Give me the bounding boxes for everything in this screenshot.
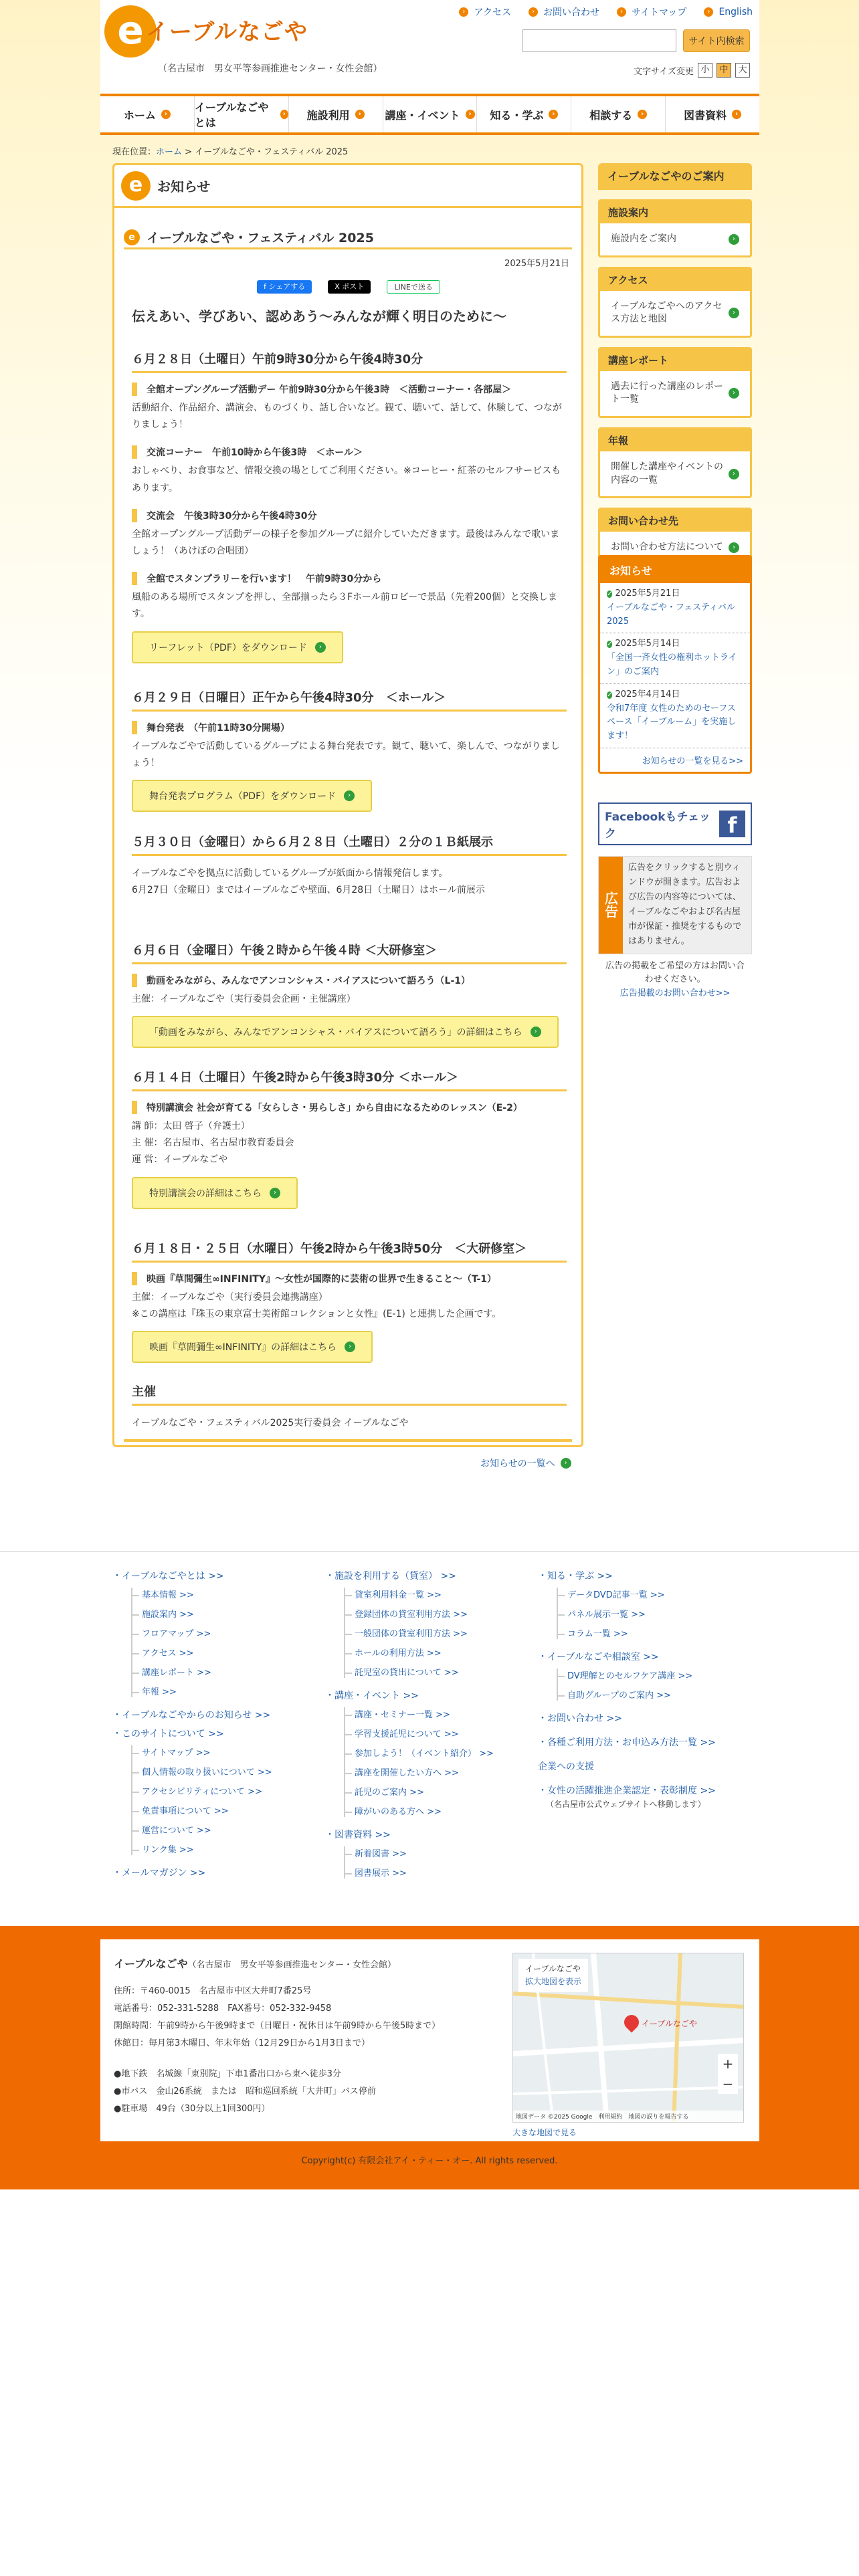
bias-detail-button[interactable]: 「動画をみながら、みんなでアンコンシャス・バイアスについて語ろう」の詳細はこちら ›	[132, 1016, 559, 1048]
main-content	[112, 163, 583, 1447]
event-text: 風船のある場所でスタンプを押し、全部揃ったら３Fホール前ロビーで景品（先着200個）と交換します。	[132, 592, 557, 620]
divider	[0, 1551, 859, 1552]
site-header	[100, 0, 759, 94]
section-heading: ６月１４日（土曜日）午後2時から午後3時30分 ＜ホール＞	[132, 1068, 567, 1091]
footer-name: イーブルなごや（名古屋市 男女平等参画推進センター・女性会館）	[114, 1957, 397, 1970]
event-section-exhibit	[132, 833, 567, 899]
footer-link[interactable]: ・講座・イベント >>	[325, 1691, 419, 1701]
sidebar-news	[598, 555, 752, 774]
event-subtitle: 全館オープングループ活動デー 午前9時30分から午後3時 ＜活動コーナー・各部屋＞	[132, 383, 567, 396]
logo-mark-icon: e	[121, 171, 151, 201]
program-download-button[interactable]: 舞台発表プログラム（PDF）をダウンロード ›	[132, 780, 372, 812]
article-title: e イーブルなごや・フェスティバル 2025	[124, 227, 572, 249]
sidebar-title: イーブルなごやのご案内	[598, 163, 752, 190]
footer-link[interactable]: DV理解とのセルフケア講座 >>	[558, 1669, 739, 1681]
footer-link[interactable]: 図書展示 >>	[345, 1866, 526, 1879]
sidebar-item-facility[interactable]: 施設案内 施設内をご案内 ›	[598, 199, 752, 257]
footer-address: 住所：〒460-0015 名古屋市中区大井町7番25号	[114, 1986, 312, 1996]
organizer-section	[132, 1382, 567, 1432]
news-link[interactable]: 「全国一斉女性の権利ホットライン」のご案内	[607, 653, 737, 677]
section-heading: ６月１８日・２５日（水曜日）午後2時から午後3時50分 ＜大研修室＞	[132, 1239, 567, 1263]
arrow-right-icon: ›	[315, 642, 326, 653]
facebook-icon: f	[719, 811, 745, 837]
footer-closed: 休館日：毎月第3木曜日、年末年始（12月29日から1月3日まで）	[114, 2038, 370, 2048]
nav-learn[interactable]: 知る・学ぶ ›	[477, 96, 571, 132]
footer-link[interactable]: 新着図書 >>	[345, 1846, 526, 1859]
check-icon: ✓	[607, 691, 613, 699]
arrow-right-icon: ›	[729, 542, 739, 553]
footer-link[interactable]: 参加しよう！（イベント紹介） >>	[345, 1746, 526, 1759]
section-heading: 主催	[132, 1382, 567, 1406]
event-subtitle: 交流会 午後3時30分から午後4時30分	[132, 509, 567, 522]
arrow-right-icon: ›	[729, 469, 739, 479]
font-size-switcher	[634, 63, 750, 78]
access-link[interactable]: › アクセス	[459, 5, 511, 19]
logo-text: イーブルなごや	[146, 19, 308, 45]
footer-link[interactable]: 講座・セミナー一覧 >>	[345, 1707, 526, 1720]
event-subtitle: 舞台発表 （午前11時30分開場）	[132, 721, 567, 734]
news-item: ✓ 2025年5月21日 イーブルなごや・フェスティバル 2025	[600, 583, 750, 633]
event-subtitle: 交流コーナー 午前10時から午後3時 ＜ホール＞	[132, 445, 567, 459]
arrow-right-icon: ›	[466, 110, 475, 119]
footer-tel: 電話番号：052-331-5288 FAX番号：052-332-9458	[114, 2004, 332, 2014]
event-subtitle: 特別講演会 社会が育てる「女らしさ・男らしさ」から自由になるためのレッスン（E-2）	[132, 1101, 567, 1114]
footer-link[interactable]: 自助グループのご案内 >>	[558, 1688, 739, 1701]
font-size-small-button[interactable]: 小	[698, 63, 712, 78]
event-section-0629	[132, 688, 567, 812]
sidebar-item-contact[interactable]: お問い合わせ先 お問い合わせ方法について ›	[598, 508, 752, 566]
share-buttons	[114, 280, 583, 294]
footer-link[interactable]: 学習支援託児について >>	[345, 1727, 526, 1739]
arrow-right-icon: ›	[345, 1341, 355, 1352]
search-button[interactable]: サイト内検索	[683, 29, 750, 52]
footer-link-list	[557, 1588, 739, 1639]
news-heading: お知らせ	[600, 557, 750, 583]
arrow-right-icon: ›	[617, 7, 626, 17]
footer-link[interactable]: サイトマップ >>	[132, 1745, 313, 1758]
facebook-share-button[interactable]: f シェアする	[257, 280, 312, 294]
event-section-0618	[132, 1239, 567, 1363]
section-heading: ６月２９日（日曜日）正午から午後4時30分 ＜ホール＞	[132, 688, 567, 712]
font-size-label: 文字サイズ変更	[634, 66, 694, 77]
event-text: 運 営：イーブルなごや	[132, 1154, 228, 1166]
nav-consult[interactable]: 相談する ›	[571, 96, 666, 132]
event-text: 主催：イーブルなごや（実行委員会連携講座）	[132, 1292, 328, 1303]
sitemap-link[interactable]: › サイトマップ	[617, 5, 686, 19]
breadcrumb-current: イーブルなごや・フェスティバル 2025	[195, 147, 349, 157]
arrow-right-icon: ›	[280, 110, 288, 119]
arrow-right-icon: ›	[459, 7, 468, 17]
ad-box	[598, 856, 752, 1006]
article-date: 2025年5月21日	[504, 259, 569, 269]
news-link[interactable]: イーブルなごや・フェスティバル 2025	[607, 602, 735, 627]
footer-link[interactable]: データDVD記事一覧 >>	[558, 1588, 739, 1600]
footer-access: ●駐車場 49台（30分以上1回300円）	[114, 2104, 270, 2114]
arrow-right-icon: ›	[549, 110, 558, 119]
sidebar-item-report[interactable]: 講座レポート 過去に行った講座のレポート一覧 ›	[598, 347, 752, 418]
footer-link[interactable]: ・このサイトについて >>	[112, 1729, 224, 1739]
footer-link[interactable]: 託児室の貸出について >>	[345, 1665, 526, 1678]
arrow-right-icon: ›	[270, 1188, 280, 1198]
footer-link[interactable]: 施設案内 >>	[132, 1607, 313, 1620]
page-title: お知らせ	[157, 179, 211, 195]
footer-col-2	[325, 1569, 526, 1885]
footer-link[interactable]: 講座を開催したい方へ >>	[345, 1765, 526, 1778]
sidebar-item-access[interactable]: アクセス イーブルなごやへのアクセス方法と地図 ›	[598, 267, 752, 338]
footer-link[interactable]: ・イーブルなごやからのお知らせ >>	[112, 1710, 271, 1721]
news-item: ✓ 2025年4月14日 令和7年度 女性のためのセーフスペース「イーブルーム」を実施します！	[600, 684, 750, 748]
footer-link[interactable]: 登録団体の貸室利用方法 >>	[345, 1607, 526, 1620]
global-nav	[100, 94, 759, 135]
lecture-detail-button[interactable]: 特別講演会の詳細はこちら ›	[132, 1177, 298, 1209]
news-link[interactable]: 令和7年度 女性のためのセーフスペース「イーブルーム」を実施します！	[607, 703, 737, 742]
footer-info	[100, 1939, 759, 2141]
footer-link-list	[131, 1745, 313, 1855]
event-subtitle: 映画『草間彌生∞INFINITY』〜女性が国際的に芸術の世界で生きること〜（T-1）	[132, 1272, 567, 1285]
footer-link-list	[344, 1588, 526, 1678]
movie-detail-button[interactable]: 映画『草間彌生∞INFINITY』の詳細はこちら ›	[132, 1331, 373, 1363]
footer-link[interactable]: 免責事項について >>	[132, 1804, 313, 1816]
event-text: おしゃべり、お食事など、情報交換の場としてご利用ください。※コーヒー・紅茶のセルフサービスもあります。	[132, 465, 561, 494]
footer-link[interactable]: ・イーブルなごや相談室 >>	[538, 1652, 659, 1662]
arrow-right-icon: ›	[529, 7, 538, 17]
footer-link[interactable]: ・知る・学ぶ >>	[538, 1571, 613, 1582]
map-label: イーブルなごや	[642, 2019, 697, 2028]
section-heading: ５月３０日（金曜日）から６月２８日（土曜日）２分の１Ｂ紙展示	[132, 833, 567, 856]
line-share-button[interactable]: LINEで送る	[387, 280, 440, 294]
font-size-large-button[interactable]: 大	[735, 63, 750, 78]
map-enlarge-link[interactable]: 拡大地図を表示	[525, 1977, 582, 1987]
nav-home[interactable]: ホーム ›	[100, 96, 195, 132]
event-text: イーブルなごやで活動しているグループによる舞台発表です。観て、聴いて、楽しんで、つながりましょう！	[132, 741, 560, 769]
footer-hours: 開館時間：午前9時から午後9時まで（日曜日・祝休日は午前9時から午後5時まで）	[114, 2021, 441, 2031]
header-links	[459, 5, 753, 19]
arrow-right-icon: ›	[704, 7, 713, 17]
footer-link[interactable]: 年報 >>	[132, 1685, 313, 1697]
breadcrumb-home-link[interactable]: ホーム	[156, 147, 183, 157]
footer-access: ●市バス 金山26系統 または 昭和巡回系統「大井町」バス停前	[114, 2086, 376, 2097]
news-more-link[interactable]: お知らせの一覧を見る>>	[642, 756, 743, 766]
footer-link[interactable]: 運営について >>	[132, 1823, 313, 1836]
english-link[interactable]: › English	[704, 5, 753, 19]
event-text: 主催：イーブルなごや（実行委員会企画・主催講座）	[132, 994, 356, 1004]
footer-link[interactable]: ・女性の活躍推進企業認定・表彰制度 >>	[538, 1786, 716, 1796]
google-map[interactable]	[512, 1953, 744, 2123]
section-heading: ６月２８日（土曜日）午前9時30分から午後4時30分	[132, 350, 567, 373]
font-size-medium-button[interactable]: 中	[717, 63, 731, 78]
event-section-0628	[132, 350, 567, 663]
arrow-right-icon: ›	[355, 110, 365, 119]
footer-link[interactable]: フロアマップ >>	[132, 1626, 313, 1639]
breadcrumb	[112, 144, 348, 157]
section-header	[114, 165, 581, 208]
event-section-0614	[132, 1068, 567, 1209]
nav-about[interactable]: イーブルなごやとは ›	[195, 96, 289, 132]
arrow-right-icon: ›	[344, 790, 355, 801]
news-list-link[interactable]: お知らせの一覧へ ›	[480, 1457, 571, 1470]
arrow-right-icon: ›	[161, 110, 171, 119]
breadcrumb-separator: >	[182, 147, 195, 157]
check-icon: ✓	[607, 641, 613, 649]
event-subtitle: 全館でスタンプラリーを行います！ 午前9時30分から	[132, 572, 567, 585]
nav-library[interactable]: 図書資料 ›	[666, 96, 759, 132]
map-info-card: イーブルなごや 拡大地図を表示	[518, 1959, 588, 1992]
footer-col-1	[112, 1569, 313, 1879]
footer-link[interactable]: 貸室利用料金一覧 >>	[345, 1588, 526, 1600]
arrow-right-icon: ›	[729, 388, 739, 399]
footer-link[interactable]: 個人情報の取り扱いについて >>	[132, 1765, 313, 1778]
ad-label: 広告	[599, 857, 623, 954]
footer-link[interactable]: 託児のご案内 >>	[345, 1785, 526, 1798]
footer-link[interactable]: アクセス >>	[132, 1646, 313, 1658]
breadcrumb-prefix: 現在位置：	[112, 147, 157, 157]
sidebar-item-annual[interactable]: 年報 開催した講座やイベントの内容の一覧 ›	[598, 427, 752, 498]
contact-link[interactable]: › お問い合わせ	[529, 5, 599, 19]
footer-link[interactable]: 講座レポート >>	[132, 1665, 313, 1678]
footer-link[interactable]: ・施設を利用する（貸室） >>	[325, 1571, 456, 1582]
footer-link[interactable]: ホールの利用方法 >>	[345, 1646, 526, 1658]
site-logo[interactable]	[104, 5, 383, 74]
site-search	[522, 29, 750, 52]
map-zoom-controls[interactable]: + −	[718, 2054, 738, 2094]
footer-link[interactable]: 基本情報 >>	[132, 1588, 313, 1600]
logo-mark-icon: e	[104, 5, 157, 58]
leaflet-download-button[interactable]: リーフレット（PDF）をダウンロード ›	[132, 631, 343, 663]
footer-link[interactable]: 企業への支援	[538, 1761, 594, 1772]
arrow-right-icon: ›	[729, 308, 739, 318]
event-text: ※この講座は『珠玉の東京富士美術館コレクションと女性』(E-1) と連携した企画です。	[132, 1309, 502, 1320]
arrow-right-icon: ›	[638, 110, 647, 119]
arrow-right-icon: ›	[732, 110, 741, 119]
section-heading: ６月６日（金曜日）午後２時から午後４時 ＜大研修室＞	[132, 941, 567, 964]
logo-subtitle: （名古屋市 男女平等参画推進センター・女性会館）	[158, 64, 383, 74]
article-lead: 伝えあい、学びあい、認めあう〜みんなが輝く明日のために〜	[132, 308, 506, 324]
logo-mark-icon: e	[124, 229, 140, 245]
event-text: 主 催：名古屋市、名古屋市教育委員会	[132, 1138, 294, 1149]
event-text: 6月27日（金曜日）まではイーブルなごや壁面、6月28日（土曜日）はホール前展示	[132, 885, 485, 896]
arrow-right-icon: ›	[729, 234, 739, 245]
footer-link[interactable]: アクセシビリティについて >>	[132, 1784, 313, 1797]
footer-link-list	[131, 1588, 313, 1697]
facebook-banner[interactable]: Facebookもチェック f	[598, 802, 752, 845]
copyright: Copyright(c) 有限会社アイ・ティー・オー. All rights reserved.	[301, 2156, 558, 2166]
footer-link[interactable]: ・図書資料 >>	[325, 1830, 391, 1840]
footer-link[interactable]: ・イーブルなごやとは >>	[112, 1571, 224, 1582]
footer-link[interactable]: コラム一覧 >>	[558, 1626, 739, 1639]
x-post-button[interactable]: X ポスト	[328, 280, 371, 294]
check-icon: ✓	[607, 591, 613, 598]
footer-note: （名古屋市公式ウェブサイトへ移動します）	[546, 1800, 706, 1809]
footer-link[interactable]: ・メールマガジン >>	[112, 1868, 206, 1879]
event-text: イーブルなごやを拠点に活動しているグループが紙面から情報発信します。	[132, 868, 448, 879]
arrow-right-icon: ›	[531, 1027, 541, 1037]
footer-sitemap	[112, 1569, 755, 1903]
event-subtitle: 動画をみながら、みんなでアンコンシャス・バイアスについて語ろう（L-1）	[132, 974, 567, 987]
map-large-link[interactable]: 大きな地図で見る	[512, 2128, 577, 2137]
news-item: ✓ 2025年5月14日 「全国一斉女性の権利ホットライン」のご案内	[600, 633, 750, 683]
organizer-text: イーブルなごや・フェスティバル2025実行委員会 イーブルなごや	[132, 1418, 409, 1428]
ad-text: 広告の掲載をご希望の方はお問い合わせください。	[605, 960, 745, 985]
ad-contact-link[interactable]: 広告掲載のお問い合わせ>>	[619, 988, 731, 999]
footer-link[interactable]: リンク集 >>	[132, 1842, 313, 1855]
footer-link[interactable]: パネル展示一覧 >>	[558, 1607, 739, 1620]
arrow-right-icon: ›	[561, 1458, 571, 1469]
footer-link[interactable]: ・各種ご利用方法・お申込み方法一覧 >>	[538, 1737, 716, 1748]
article-divider	[124, 1439, 572, 1442]
nav-events[interactable]: 講座・イベント ›	[383, 96, 478, 132]
sidebar	[598, 163, 752, 999]
nav-facility[interactable]: 施設利用 ›	[289, 96, 383, 132]
footer-link-list	[557, 1669, 739, 1701]
footer-link-list	[344, 1707, 526, 1817]
footer-link[interactable]: 一般団体の貸室利用方法 >>	[345, 1626, 526, 1639]
footer-col-3	[538, 1569, 739, 1810]
footer-link-list	[344, 1846, 526, 1879]
event-text: 全館オープングループ活動デーの様子を参加グループに紹介していただきます。最後はみんなで歌いましょう！（あけぼの合唱団）	[132, 528, 560, 556]
footer-access: ●地下鉄 名城線「東別院」下車1番出口から東へ徒歩3分	[114, 2069, 341, 2079]
event-text: 活動紹介、作品紹介、講演会、ものづくり、話し合いなど。観て、聴いて、話して、体験して、つながりましょう！	[132, 403, 562, 431]
footer-link[interactable]: 障がいのある方へ >>	[345, 1804, 526, 1817]
search-input[interactable]	[522, 29, 676, 52]
event-text: 講 師：太田 啓子（弁護士）	[132, 1121, 250, 1132]
event-section-0606	[132, 941, 567, 1048]
map-credit: 地図データ ©2025 Google 利用規約 地図の誤りを報告する	[513, 2111, 743, 2122]
footer-link[interactable]: ・お問い合わせ >>	[538, 1713, 622, 1724]
ad-notice: 広告をクリックすると別ウィンドウが開きます。広告および広告の内容等については、イーブルなごやおよび名古屋市が保証・推奨をするものではありません。	[623, 857, 751, 954]
